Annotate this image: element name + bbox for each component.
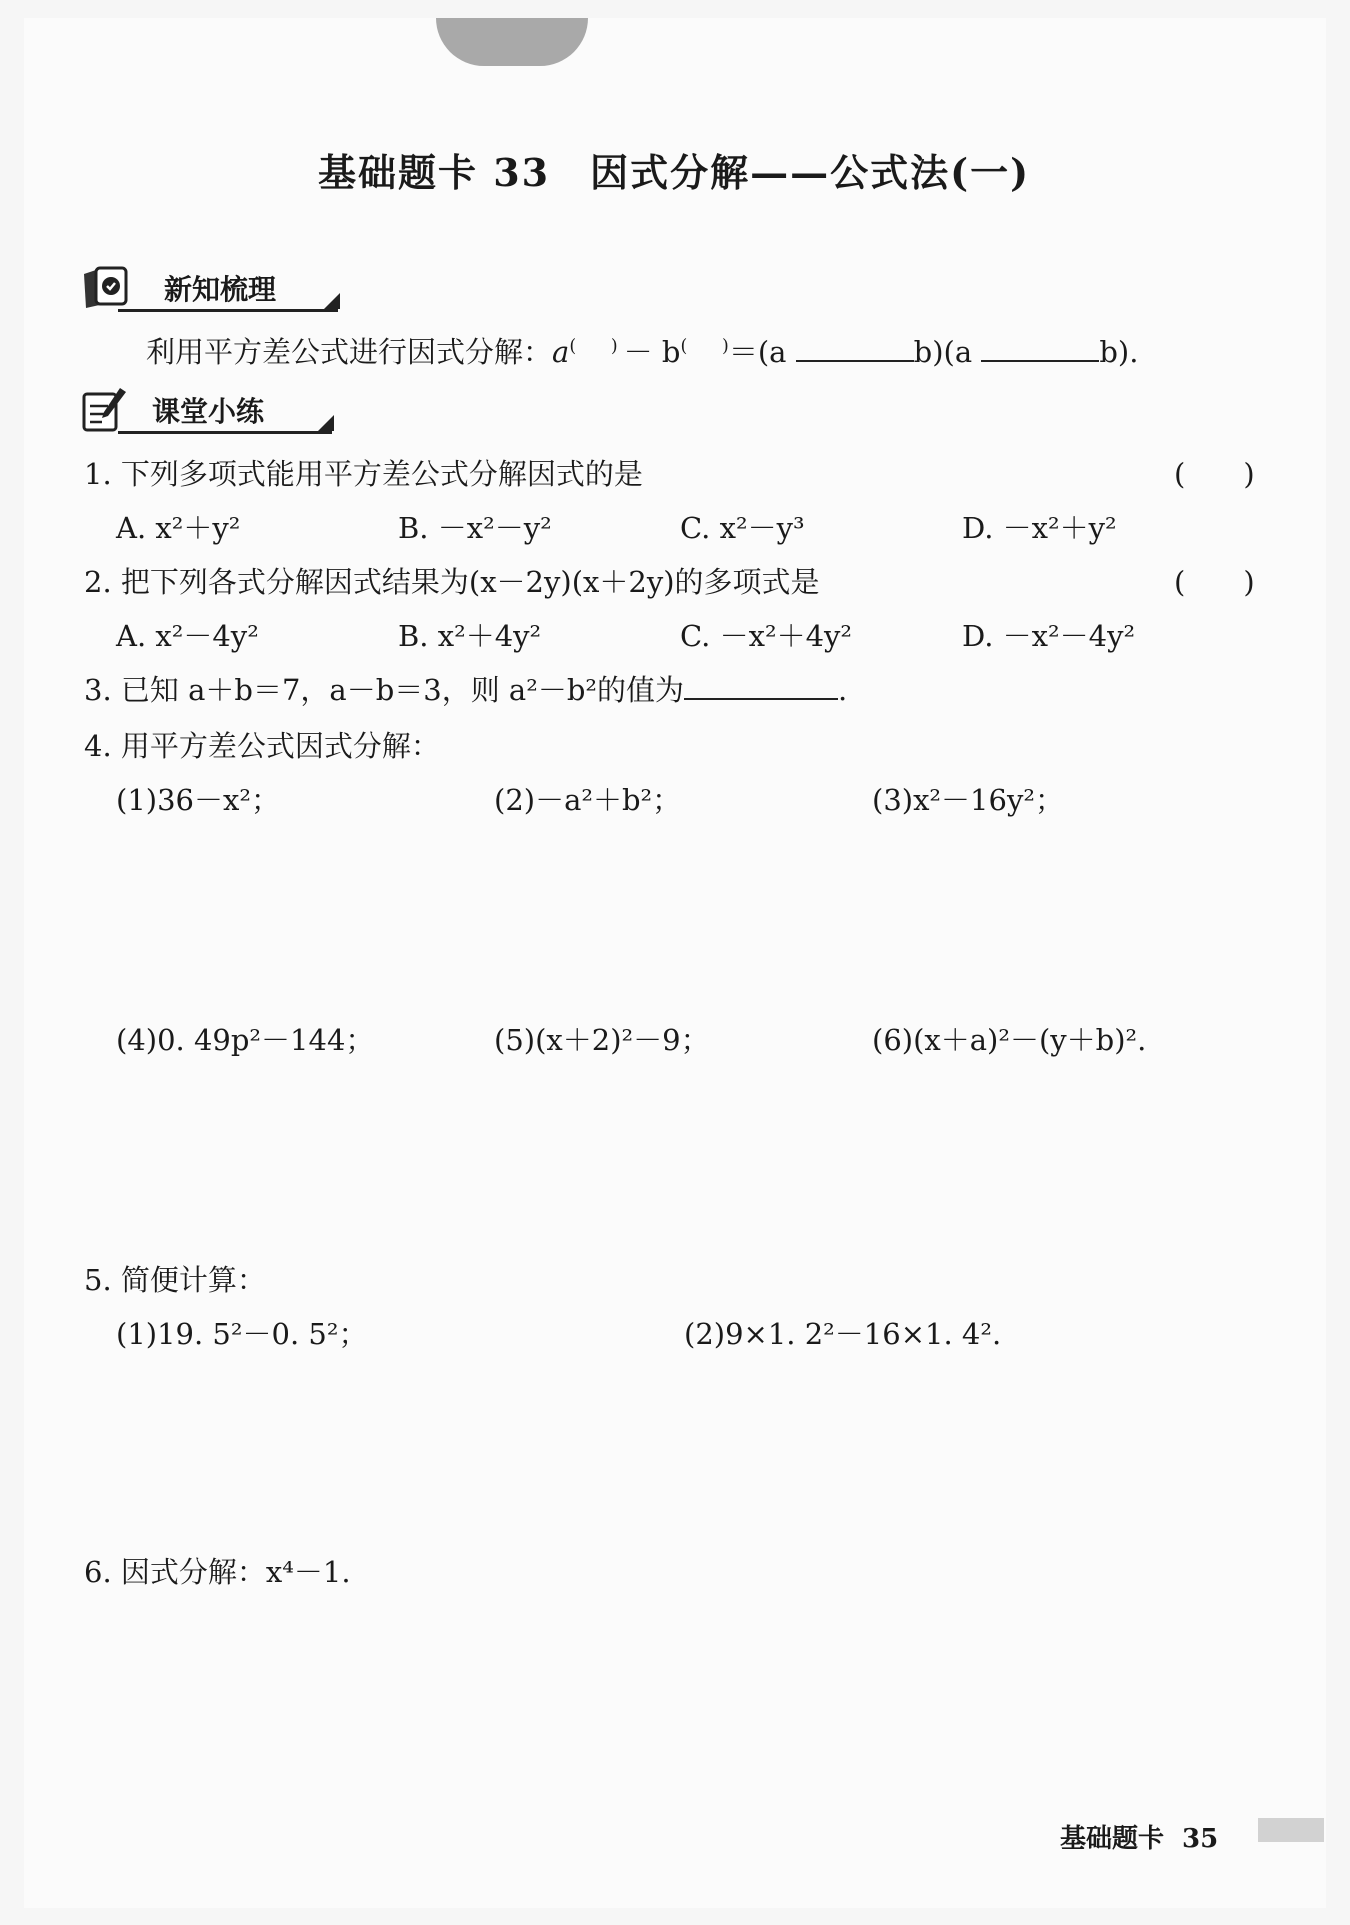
- intro-prefix: 利用平方差公式进行因式分解：: [146, 335, 553, 369]
- badge-check-icon: [80, 264, 130, 310]
- page-number: 35: [1182, 1824, 1219, 1854]
- intro-formula-line: [146, 330, 1138, 371]
- question-3-stem: 3. 已知 a＋b＝7，a－b＝3，则 a²－b²的值为: [84, 673, 685, 707]
- question-3-line: [84, 668, 847, 709]
- answer-blank-2[interactable]: [981, 360, 1099, 362]
- question-4-part-5: (5)(x＋2)²－9；: [494, 1023, 710, 1057]
- question-3-end: .: [838, 673, 848, 707]
- footer-label: 基础题卡: [1060, 1824, 1165, 1854]
- question-1-stem: 1. 下列多项式能用平方差公式分解因式的是: [84, 457, 643, 491]
- section-label: 课堂小练: [152, 395, 265, 428]
- exponent-blank-1[interactable]: ( ): [569, 336, 618, 357]
- page-footer: [1060, 1818, 1218, 1855]
- question-3-answer-blank[interactable]: [684, 698, 838, 700]
- question-4-part-1: (1)36－x²；: [116, 783, 280, 817]
- page-title: 基础题卡 33 因式分解——公式法(一): [318, 150, 1031, 195]
- question-2-option-c[interactable]: C. －x²＋4y²: [680, 619, 853, 653]
- section-label: 新知梳理: [164, 273, 277, 306]
- question-1-answer-bracket[interactable]: ( ): [1174, 457, 1255, 491]
- section-header-practice: [80, 384, 336, 434]
- section-underline: [118, 431, 332, 434]
- question-2-answer-bracket[interactable]: ( ): [1174, 565, 1255, 599]
- binder-tab: [436, 18, 588, 66]
- section-corner-triangle: [324, 293, 340, 309]
- question-1-option-b[interactable]: B. －x²－y²: [398, 511, 552, 545]
- question-4-part-6: (6)(x＋a)²－(y＋b)².: [872, 1023, 1147, 1057]
- question-4-part-3: (3)x²－16y²；: [872, 783, 1064, 817]
- section-header-new-knowledge: [80, 262, 342, 312]
- question-1-option-c[interactable]: C. x²－y³: [680, 511, 805, 545]
- question-1-option-d[interactable]: D. －x²＋y²: [962, 511, 1117, 545]
- question-4-part-4: (4)0. 49p²－144；: [116, 1023, 375, 1057]
- intro-close-open: b)(a: [913, 335, 973, 369]
- intro-equals-a: ＝(a: [728, 335, 787, 369]
- exponent-blank-2[interactable]: ( ): [680, 336, 729, 357]
- question-5-part-2: (2)9×1. 2²－16×1. 4².: [684, 1317, 1002, 1351]
- question-2-option-a[interactable]: A. x²－4y²: [116, 619, 259, 653]
- answer-blank-1[interactable]: [796, 360, 914, 362]
- question-5-stem: 5. 简便计算：: [84, 1263, 266, 1297]
- question-4-part-2: (2)－a²＋b²；: [494, 783, 682, 817]
- intro-var-a: a: [552, 335, 570, 369]
- intro-minus-b: － b: [623, 335, 681, 369]
- question-2-option-b[interactable]: B. x²＋4y²: [398, 619, 542, 653]
- question-6-stem: 6. 因式分解：x⁴－1.: [84, 1555, 351, 1589]
- question-2-stem: 2. 把下列各式分解因式结果为(x－2y)(x＋2y)的多项式是: [84, 565, 820, 599]
- question-4-stem: 4. 用平方差公式因式分解：: [84, 729, 440, 763]
- intro-end: b).: [1099, 335, 1139, 369]
- pen-paper-icon: [80, 386, 130, 432]
- section-underline: [118, 309, 338, 312]
- section-corner-triangle: [318, 415, 334, 431]
- question-5-part-1: (1)19. 5²－0. 5²；: [116, 1317, 368, 1351]
- question-1-option-a[interactable]: A. x²＋y²: [116, 511, 241, 545]
- question-2-option-d[interactable]: D. －x²－4y²: [962, 619, 1136, 653]
- footer-corner-bar: [1258, 1818, 1324, 1842]
